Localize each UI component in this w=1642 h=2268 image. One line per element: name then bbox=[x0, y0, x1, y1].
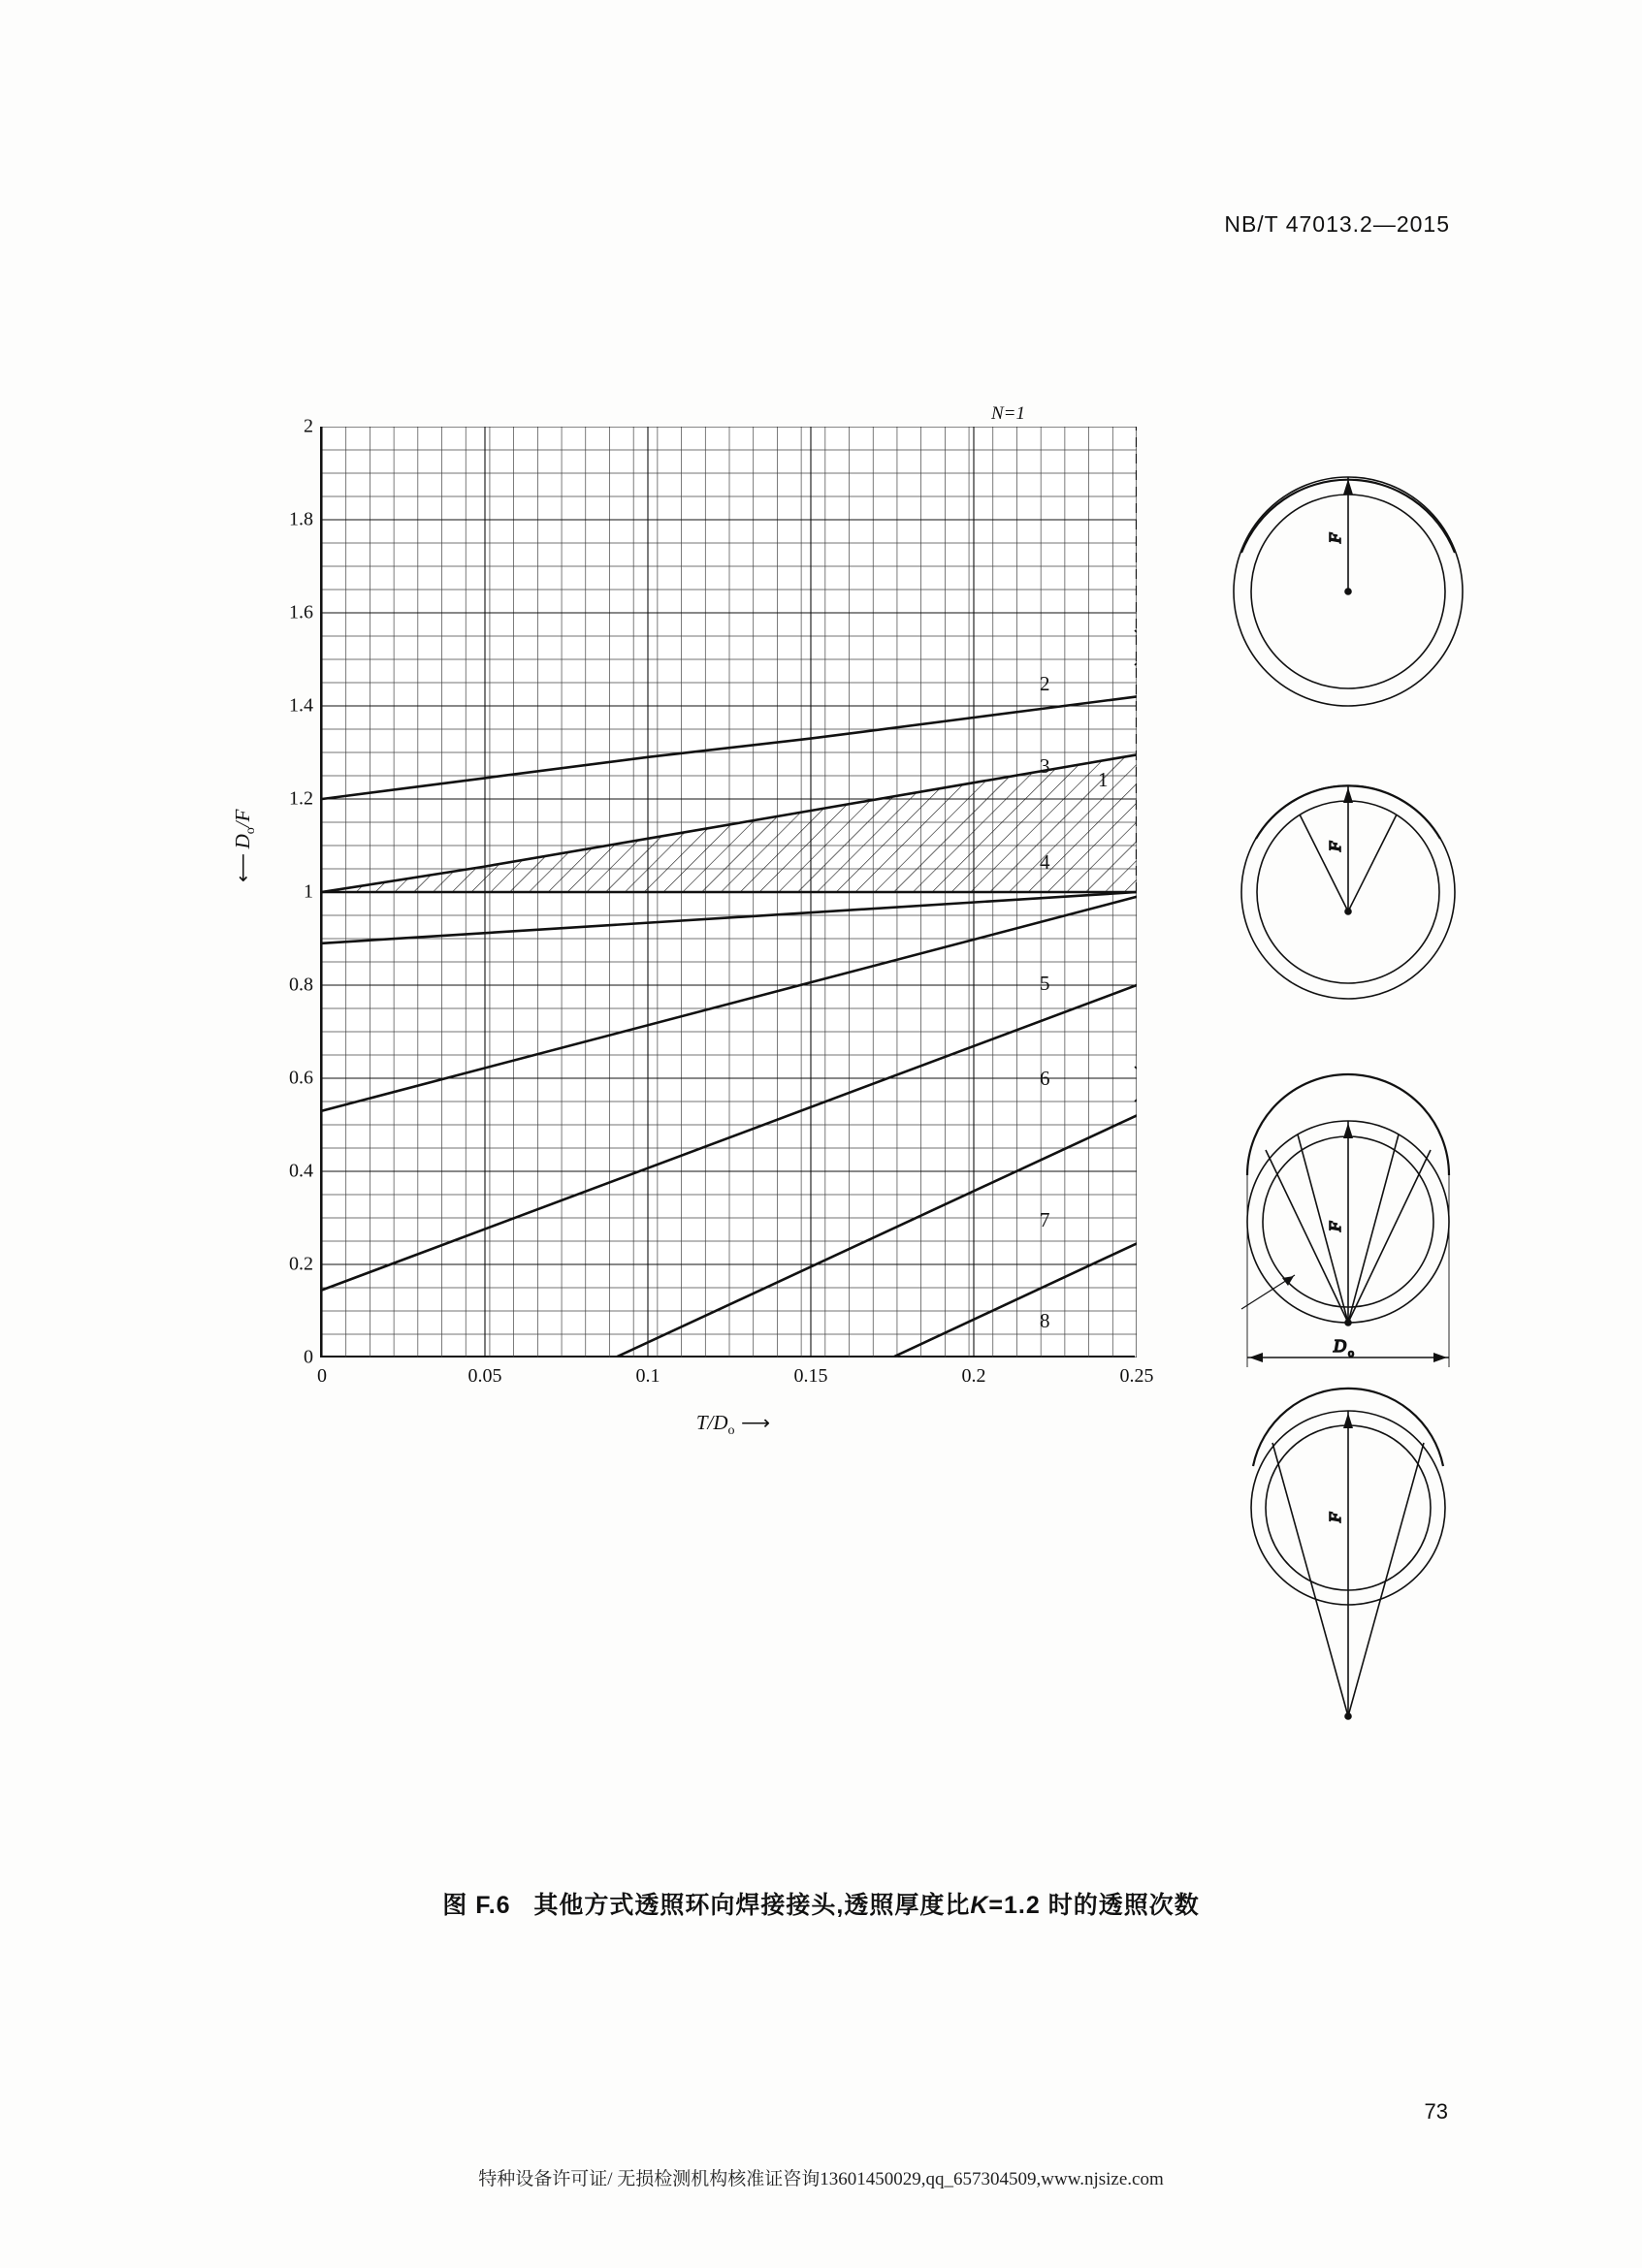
y-tick-1-6: 1.6 bbox=[289, 601, 313, 623]
y-tick-0-2: 0.2 bbox=[289, 1253, 313, 1275]
curve-label-2: 2 bbox=[1040, 672, 1050, 695]
y-tick-1-4: 1.4 bbox=[289, 694, 313, 717]
figure-f6 bbox=[231, 403, 1154, 1439]
y-tick-0-6: 0.6 bbox=[289, 1067, 313, 1089]
curve-label-4: 4 bbox=[1040, 850, 1050, 874]
chart-plot-area bbox=[289, 403, 1154, 1387]
curve-label-8: 8 bbox=[1040, 1309, 1050, 1332]
svg-text:o: o bbox=[1348, 1346, 1354, 1359]
annotation-n-equals-1: N=1 bbox=[991, 403, 1025, 424]
standard-number-header: NB/T 47013.2—2015 bbox=[1224, 211, 1450, 237]
curve-label-7: 7 bbox=[1040, 1208, 1050, 1231]
y-tick-1-2: 1.2 bbox=[289, 787, 313, 810]
pipe-cross-section-diagrams bbox=[1212, 456, 1484, 1755]
svg-text:F: F bbox=[1326, 1512, 1344, 1522]
curve-label-1: 1 bbox=[1098, 768, 1109, 791]
svg-text:F: F bbox=[1326, 532, 1344, 543]
chart-svg bbox=[322, 427, 1137, 1358]
svg-text:D: D bbox=[1334, 1336, 1346, 1356]
y-tick-0-8: 0.8 bbox=[289, 974, 313, 996]
svg-text:F: F bbox=[1326, 1221, 1344, 1231]
y-tick-0-4: 0.4 bbox=[289, 1160, 313, 1182]
y-tick-1: 1 bbox=[304, 880, 313, 903]
y-tick-1-8: 1.8 bbox=[289, 508, 313, 530]
y-axis-label: ⟵ $D_o/F$ bbox=[231, 809, 259, 882]
figure-caption: 图 F.6 其他方式透照环向焊接接头,透照厚度比K=1.2 时的透照次数 bbox=[442, 1892, 1200, 1919]
x-axis-label: $T/D_o$ ⟶ bbox=[695, 1411, 769, 1439]
x-tick-0-1: 0.1 bbox=[635, 1365, 660, 1387]
footer-note: 特种设备许可证/ 无损检测机构核准证咨询13601450029,qq_657304509,www.njsize.com bbox=[478, 2169, 1164, 2189]
x-tick-0: 0 bbox=[317, 1365, 327, 1387]
svg-text:F: F bbox=[1326, 841, 1344, 851]
diagram-svg bbox=[1212, 456, 1484, 1755]
curve-label-5: 5 bbox=[1040, 972, 1050, 995]
x-tick-0-15: 0.15 bbox=[793, 1365, 828, 1387]
x-tick-0-25: 0.25 bbox=[1119, 1365, 1154, 1387]
curve-label-3: 3 bbox=[1040, 754, 1050, 778]
page-number: 73 bbox=[1424, 2099, 1448, 2124]
x-tick-0-2: 0.2 bbox=[961, 1365, 986, 1387]
x-tick-0-05: 0.05 bbox=[467, 1365, 502, 1387]
y-tick-2: 2 bbox=[304, 415, 313, 437]
curve-label-6: 6 bbox=[1040, 1067, 1050, 1090]
y-tick-0: 0 bbox=[304, 1346, 313, 1368]
